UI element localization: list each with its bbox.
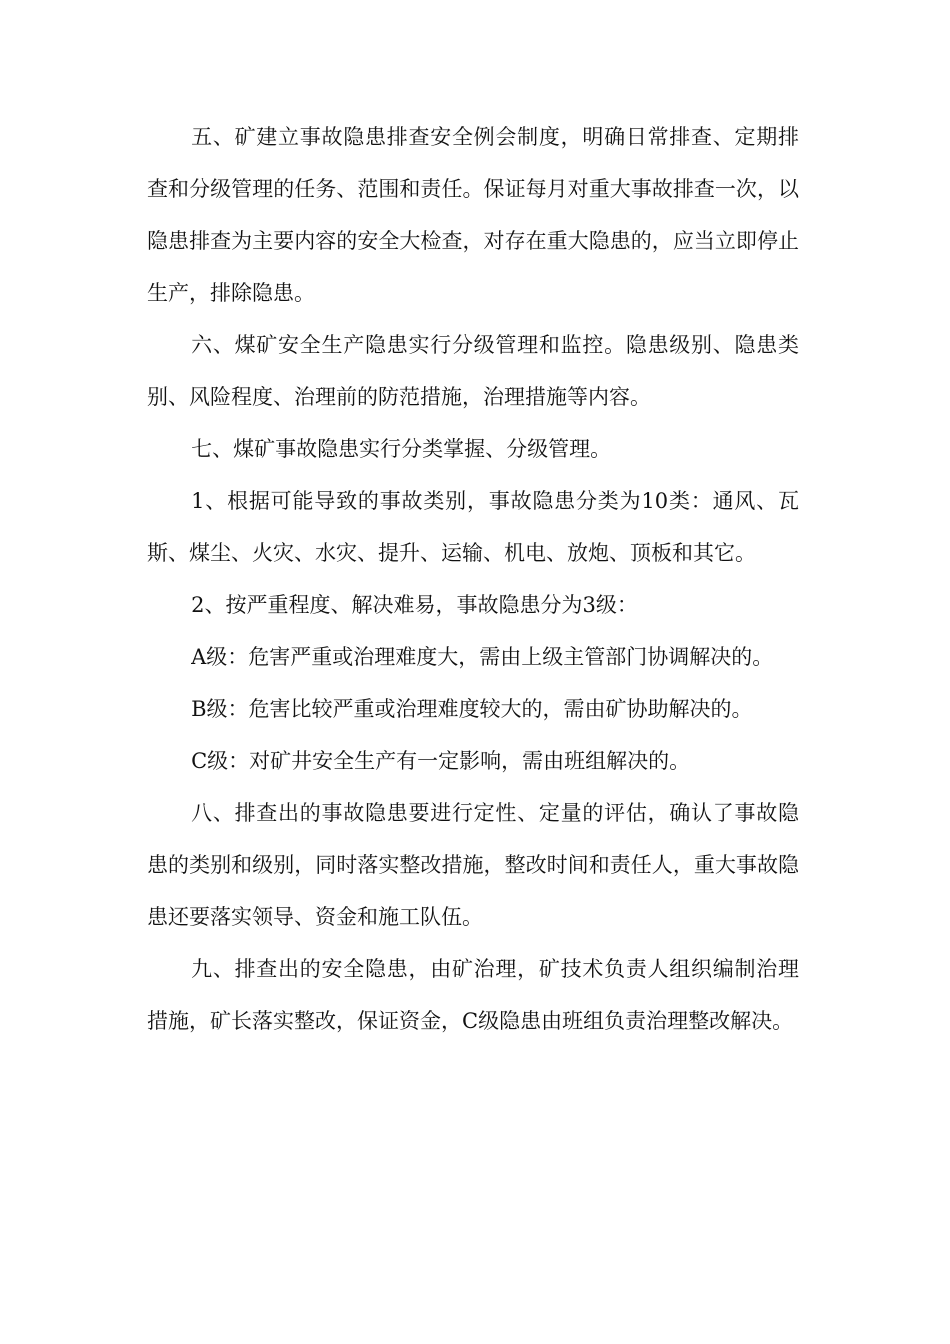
paragraph-9: 九、排查出的安全隐患，由矿治理，矿技术负责人组织编制治理措施，矿长落实整改，保证资金，C级隐患由班组负责治理整改解决。 bbox=[147, 957, 799, 1033]
paragraph-7-item-2: 2、按严重程度、解决难易，事故隐患分为3级： bbox=[191, 593, 638, 617]
document-body bbox=[147, 111, 799, 1047]
paragraph-6: 六、煤矿安全生产隐患实行分级管理和监控。隐患级别、隐患类别、风险程度、治理前的防范措施，治理措施等内容。 bbox=[147, 333, 799, 409]
level-c-paragraph: C级：对矿井安全生产有一定影响，需由班组解决的。 bbox=[191, 749, 691, 773]
paragraph-8: 八、排查出的事故隐患要进行定性、定量的评估，确认了事故隐患的类别和级别，同时落实整改措施，整改时间和责任人，重大事故隐患还要落实领导、资金和施工队伍。 bbox=[147, 801, 799, 929]
level-a-paragraph: A级：危害严重或治理难度大，需由上级主管部门协调解决的。 bbox=[191, 645, 774, 669]
paragraph-5: 五、矿建立事故隐患排查安全例会制度，明确日常排查、定期排查和分级管理的任务、范围和责任。保证每月对重大事故排查一次，以隐患排查为主要内容的安全大检查，对存在重大隐患的，应当立即停止生产，排除隐患。 bbox=[147, 125, 799, 305]
paragraph-7: 七、煤矿事故隐患实行分类掌握、分级管理。 bbox=[191, 437, 612, 461]
paragraph-7-item-1: 1、根据可能导致的事故类别，事故隐患分类为10类：通风、瓦斯、煤尘、火灾、水灾、提升、运输、机电、放炮、顶板和其它。 bbox=[147, 489, 799, 565]
level-b-paragraph: B级：危害比较严重或治理难度较大的，需由矿协助解决的。 bbox=[191, 697, 753, 721]
